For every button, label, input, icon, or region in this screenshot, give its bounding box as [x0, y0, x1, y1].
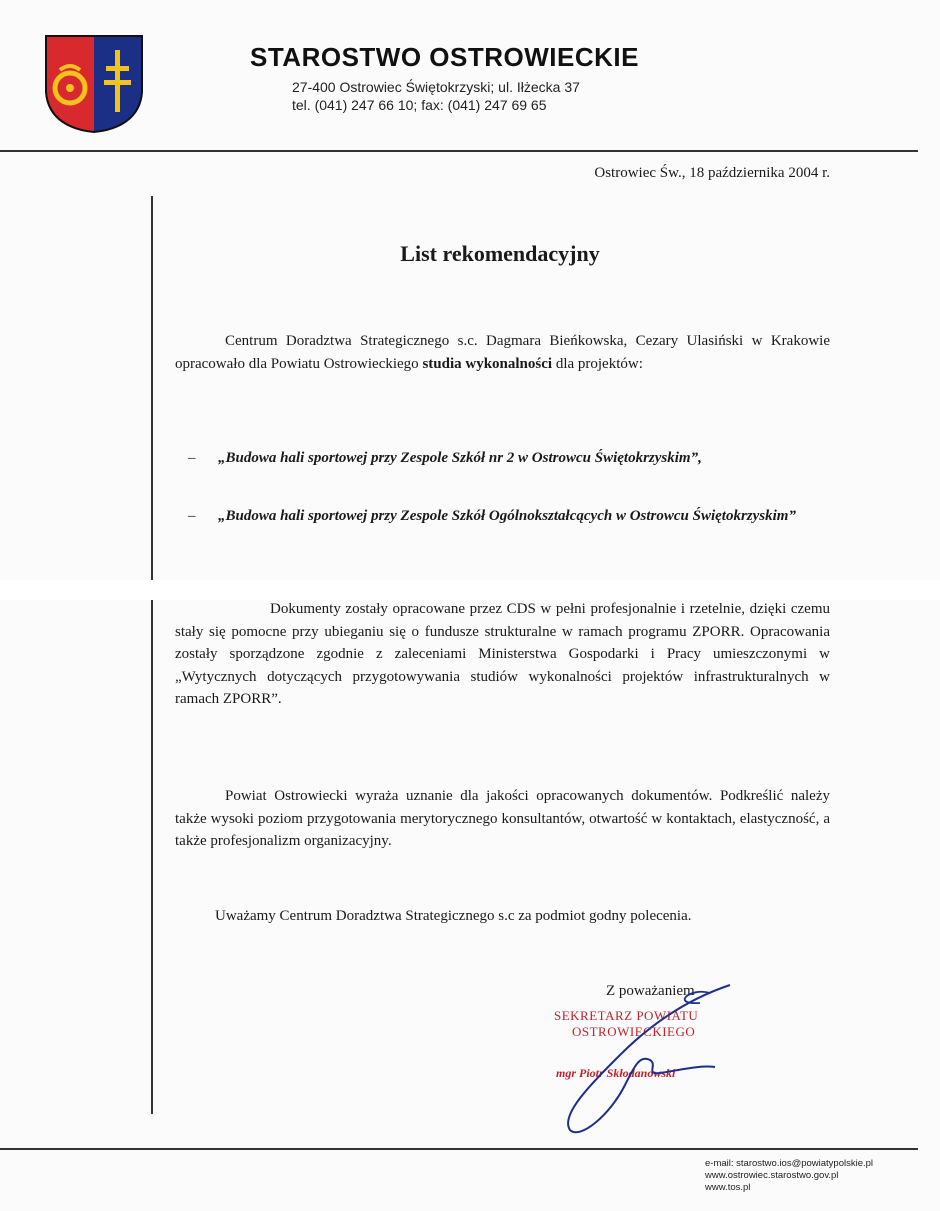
header-divider [0, 150, 918, 152]
paragraph-documents [175, 598, 830, 711]
scan-strip [0, 580, 940, 600]
handwritten-signature-icon [540, 975, 760, 1140]
footer-contact [705, 1158, 873, 1194]
paragraph-appreciation [175, 785, 830, 853]
closing-regards: Z poważaniem [606, 983, 695, 999]
paragraph-recommendation [175, 905, 830, 928]
paragraph-intro [175, 330, 830, 375]
stamp-title-line2: OSTROWIECKIEGO [572, 1024, 696, 1039]
footer-divider [0, 1148, 918, 1150]
letter-date: Ostrowiec Św., 18 października 2004 r. [594, 165, 830, 181]
coat-of-arms-icon [42, 32, 146, 136]
footer-email: e-mail: starostwo.ios@powiatypolskie.pl [705, 1158, 874, 1169]
footer-website: www.tos.pl [705, 1182, 751, 1193]
paragraph-recommendation-text: Uważamy Centrum Doradztwa Strategicznego s.c za podmiot godny polecenia. [215, 908, 692, 924]
list-dash: – [188, 508, 196, 524]
project-title: „Budowa hali sportowej przy Zespole Szkół Ogólnokształcących w Ostrowcu Świętokrzyskim” [218, 508, 796, 524]
intro-lead: Centrum Doradztwa Strategicznego s.c. Dagmara Bieńkowska, Cezary Ulasiński w Krakowie opracowało dla Powiatu Ostrowieckiego [175, 333, 830, 372]
intro-bold: studia wykonalności [422, 355, 553, 372]
stamp-title-line1: SEKRETARZ POWIATU [554, 1008, 699, 1023]
letter-title: List rekomendacyjny [400, 241, 600, 266]
paragraph-appreciation-text: Powiat Ostrowiecki wyraża uznanie dla jakości opracowanych dokumentów. Podkreślić należy także wysoki poziom przygotowania merytorycznego konsultantów, otwartość w kontaktach, elastyczność, a także profesjonalizm organizacyjny. [175, 788, 830, 849]
organization-address: 27-400 Ostrowiec Świętokrzyski; ul. Iłżecka 37 [292, 79, 580, 95]
list-dash: – [188, 450, 196, 466]
project-title: „Budowa hali sportowej przy Zespole Szkół nr 2 w Ostrowcu Świętokrzyskim”, [218, 450, 702, 466]
margin-rule [151, 196, 153, 1114]
stamp-signatory-name: mgr Piotr Skłodanowski [556, 1066, 676, 1080]
paragraph-documents-text: Dokumenty zostały opracowane przez CDS w pełni profesjonalnie i rzetelnie, dzięki czemu stały się pomocne przy ubieganiu się o fundusze strukturalne w ramach programu ZPORR. Opracowania zostały sporządzone zgodnie z zaleceniami Ministerstwa Gospodarki i Pracy umieszczonymi w „Wytycznych dotyczących przygotowywania studiów wykonalności projektów infrastrukturalnych w ramach ZPORR”. [175, 601, 830, 707]
footer-website: www.ostrowiec.starostwo.gov.pl [705, 1170, 839, 1181]
intro-tail: dla projektów: [552, 355, 643, 372]
organization-name: STAROSTWO OSTROWIECKIE [250, 42, 639, 72]
organization-phone: tel. (041) 247 66 10; fax: (041) 247 69 65 [292, 97, 547, 113]
